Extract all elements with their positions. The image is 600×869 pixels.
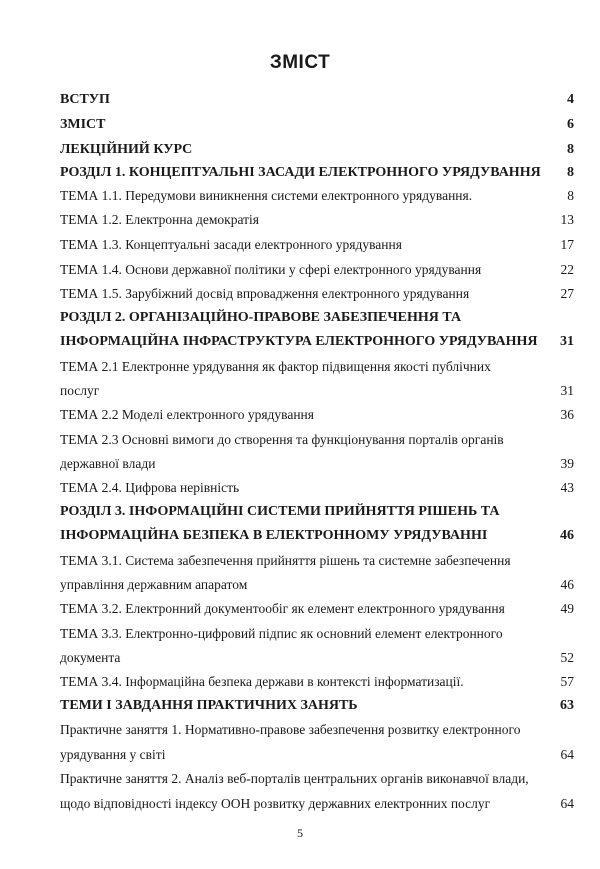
toc-entry [60, 356, 574, 378]
toc-entry-page: 36 [560, 407, 574, 422]
toc-entry [60, 209, 574, 231]
toc-entry-title: ТЕМА 3.1. Система забезпечення прийняття рішень та системне забезпечення [60, 553, 511, 568]
toc-entry-title: Практичне заняття 2. Аналіз веб-порталів центральних органів виконавчої влади, [60, 771, 529, 786]
toc-entry [60, 114, 574, 136]
toc-entry [60, 477, 574, 499]
toc-entry-title: ТЕМА 3.4. Інформаційна безпека держави в контексті інформатизації. [60, 674, 464, 689]
toc-entry [60, 429, 574, 451]
toc-entry-page: 13 [560, 212, 574, 227]
toc-entry-page: 49 [560, 601, 574, 616]
toc-entry [60, 719, 574, 741]
toc-entry [60, 404, 574, 426]
toc-entry-page: 6 [567, 117, 574, 132]
toc-entry-title: РОЗДІЛ 2. ОРГАНІЗАЦІЙНО-ПРАВОВЕ ЗАБЕЗПЕЧЕННЯ ТА [60, 310, 462, 325]
toc-entry-page: 52 [560, 650, 574, 665]
toc-entry [60, 234, 574, 256]
toc-entry-title: ТЕМА 2.1 Електронне урядування як фактор підвищення якості публічних [60, 359, 491, 374]
toc-entry-title: ВСТУП [60, 92, 110, 107]
toc-entry [60, 501, 574, 523]
toc-entry [60, 623, 574, 645]
toc-entry-page: 63 [560, 698, 574, 713]
toc-entry-page: 31 [560, 334, 574, 349]
page-title: ЗМІСТ [269, 52, 331, 73]
toc-entry-title: управління державним апаратом [60, 577, 248, 592]
toc-entry-title: ЛЕКЦІЙНИЙ КУРС [60, 142, 193, 157]
toc-entry-page: 8 [567, 188, 574, 203]
toc-entry [60, 380, 574, 402]
toc-entry-page: 46 [560, 528, 574, 543]
toc-entry [60, 185, 574, 207]
toc-entry-page: 22 [560, 262, 574, 277]
toc-entry-title: ТЕМА 1.1. Передумови виникнення системи електронного урядування. [60, 188, 473, 203]
toc-entry-title: ТЕМА 2.4. Цифрова нерівність [60, 480, 240, 495]
toc-entry-page: 8 [567, 165, 574, 180]
toc-entry [60, 768, 574, 790]
toc-entry-title: урядування у світі [60, 747, 166, 762]
toc-entry-title: ТЕМА 1.4. Основи державної політики у сфері електронного урядування [60, 262, 482, 277]
toc-entry [60, 307, 574, 329]
toc-entry-page: 64 [560, 796, 574, 811]
toc-entry-title: ІНФОРМАЦІЙНА БЕЗПЕКА В ЕЛЕКТРОННОМУ УРЯДУВАННІ [60, 528, 488, 543]
toc-entry-page: 17 [560, 237, 574, 252]
toc-entry-title: ТЕМА 3.3. Електронно-цифровий підпис як основний елемент електронного [60, 626, 503, 641]
toc-entry-page: 39 [560, 456, 574, 471]
toc-entry-title: ТЕМА 1.2. Електронна демократія [60, 212, 259, 227]
toc-entry-page: 57 [560, 674, 574, 689]
toc-entry [60, 671, 574, 693]
toc-entry-title: ТЕМА 1.5. Зарубіжний досвід впровадження електронного урядування [60, 286, 470, 301]
toc-entry [60, 598, 574, 620]
toc-entry-title: ТЕМА 1.3. Концептуальні засади електронного урядування [60, 237, 402, 252]
toc-entry [60, 695, 574, 717]
toc-entry [60, 331, 574, 353]
toc-entry-title: РОЗДІЛ 3. ІНФОРМАЦІЙНІ СИСТЕМИ ПРИЙНЯТТЯ РІШЕНЬ ТА [60, 504, 500, 519]
toc-entry [60, 647, 574, 669]
toc-entry [60, 139, 574, 161]
toc-entry-title: ЗМІСТ [60, 117, 106, 132]
toc-entry-page: 31 [560, 383, 574, 398]
toc-entry [60, 793, 574, 815]
toc-entry [60, 744, 574, 766]
toc-entry-title: ТЕМА 2.3 Основні вимоги до створення та функціонування порталів органів [60, 432, 504, 447]
toc-entry-title: РОЗДІЛ 1. КОНЦЕПТУАЛЬНІ ЗАСАДИ ЕЛЕКТРОННОГО УРЯДУВАННЯ [60, 165, 541, 180]
toc-entry-title: ІНФОРМАЦІЙНА ІНФРАСТРУКТУРА ЕЛЕКТРОННОГО УРЯДУВАННЯ [60, 334, 538, 349]
toc-entry-page: 8 [567, 142, 574, 157]
toc-entry [60, 574, 574, 596]
toc-entry-page: 27 [560, 286, 574, 301]
toc-entry [60, 162, 574, 184]
toc-entry-page: 4 [567, 92, 574, 107]
toc-entry-title: Практичне заняття 1. Нормативно-правове забезпечення розвитку електронного [60, 722, 521, 737]
toc-entry-title: державної влади [60, 456, 156, 471]
toc-entry-title: ТЕМА 2.2 Моделі електронного урядування [60, 407, 314, 422]
toc-entry [60, 525, 574, 547]
toc-entry [60, 453, 574, 475]
toc-entry [60, 550, 574, 572]
toc-entry-page: 43 [560, 480, 574, 495]
toc-entry-page: 64 [560, 747, 574, 762]
toc-entry-page: 46 [560, 577, 574, 592]
toc-entry-title: щодо відповідності індексу ООН розвитку державних електронних послуг [60, 796, 491, 811]
toc-entry-title: документа [60, 650, 121, 665]
toc-entry-title: ТЕМА 3.2. Електронний документообіг як елемент електронного урядування [60, 601, 505, 616]
toc-entry-title: ТЕМИ І ЗАВДАННЯ ПРАКТИЧНИХ ЗАНЯТЬ [60, 698, 358, 713]
toc-entry [60, 259, 574, 281]
toc-entry-title: послуг [60, 383, 100, 398]
toc-entry [60, 89, 574, 111]
toc-entry [60, 283, 574, 305]
page-number: 5 [297, 826, 303, 840]
